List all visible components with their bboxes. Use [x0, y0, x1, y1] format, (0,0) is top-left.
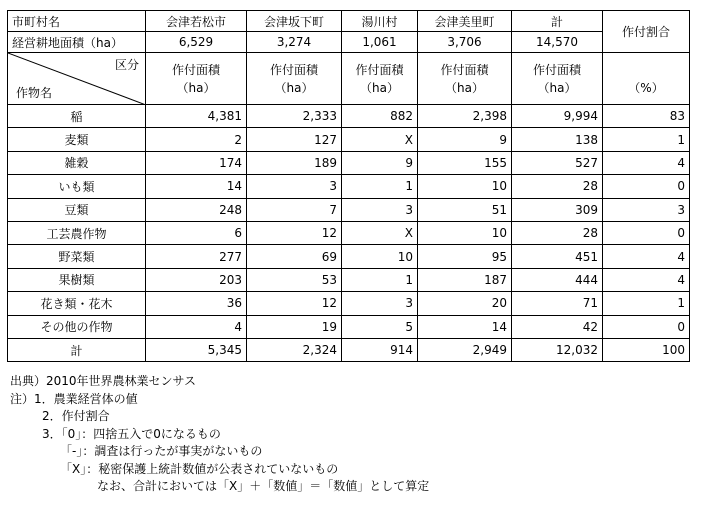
area-value-cell: 3: [247, 175, 342, 198]
crop-name-cell: いも類: [8, 175, 146, 198]
table-row: [8, 292, 690, 315]
crop-area-table: [7, 10, 690, 362]
area-value-cell: 51: [418, 198, 512, 221]
municipality-header: 会津坂下町: [247, 11, 342, 32]
share-value-cell: 4: [603, 268, 690, 291]
area-value-cell: 9: [342, 151, 418, 174]
municipality-header: 会津若松市: [146, 11, 247, 32]
area-value-cell: 2,324: [247, 338, 342, 361]
crop-name-cell: その他の作物: [8, 315, 146, 338]
planted-area-header: 作付面積 （ha）: [146, 53, 247, 105]
planted-area-header: 作付面積 （ha）: [418, 53, 512, 105]
area-value-cell: 53: [247, 268, 342, 291]
farmland-area-value: 6,529: [146, 32, 247, 53]
farmland-area-value: 3,274: [247, 32, 342, 53]
area-value-cell: 28: [512, 221, 603, 244]
kubun-label: 区分: [114, 58, 139, 72]
area-value-cell: 20: [418, 292, 512, 315]
area-value-cell: 3: [342, 292, 418, 315]
area-value-cell: 95: [418, 245, 512, 268]
table-body: [8, 105, 690, 362]
crop-name-cell: 野菜類: [8, 245, 146, 268]
area-value-cell: 69: [247, 245, 342, 268]
area-value-cell: 28: [512, 175, 603, 198]
area-value-cell: 174: [146, 151, 247, 174]
table-row: [8, 151, 690, 174]
area-value-cell: 4,381: [146, 105, 247, 128]
area-value-cell: X: [342, 128, 418, 151]
area-value-cell: 9: [418, 128, 512, 151]
area-value-cell: 1: [342, 175, 418, 198]
header-row-units: [8, 53, 690, 105]
area-value-cell: 127: [247, 128, 342, 151]
share-value-cell: 1: [603, 292, 690, 315]
share-value-cell: 3: [603, 198, 690, 221]
area-value-cell: 277: [146, 245, 247, 268]
area-value-cell: 444: [512, 268, 603, 291]
area-value-cell: 914: [342, 338, 418, 361]
farmland-area-label: 経営耕地面積（ha）: [8, 32, 146, 53]
area-value-cell: 155: [418, 151, 512, 174]
farmland-area-value: 14,570: [512, 32, 603, 53]
share-value-cell: 4: [603, 245, 690, 268]
share-value-cell: 0: [603, 315, 690, 338]
share-value-cell: 1: [603, 128, 690, 151]
share-header: 作付割合: [603, 11, 690, 53]
farmland-area-value: 3,706: [418, 32, 512, 53]
area-value-cell: 309: [512, 198, 603, 221]
area-value-cell: 3: [342, 198, 418, 221]
area-value-cell: 42: [512, 315, 603, 338]
share-value-cell: 83: [603, 105, 690, 128]
header-row-farmland: [8, 32, 690, 53]
area-value-cell: 5,345: [146, 338, 247, 361]
municipality-header: 湯川村: [342, 11, 418, 32]
area-value-cell: 10: [418, 175, 512, 198]
table-row: [8, 221, 690, 244]
area-value-cell: 451: [512, 245, 603, 268]
diagonal-header-cell: [8, 53, 146, 105]
area-value-cell: X: [342, 221, 418, 244]
crop-name-cell: 計: [8, 338, 146, 361]
crop-name-cell: 麦類: [8, 128, 146, 151]
table-row: [8, 175, 690, 198]
area-value-cell: 527: [512, 151, 603, 174]
area-value-cell: 12,032: [512, 338, 603, 361]
municipality-header: 計: [512, 11, 603, 32]
crop-name-cell: 花き類・花木: [8, 292, 146, 315]
table-row: [8, 198, 690, 221]
area-value-cell: 12: [247, 221, 342, 244]
table-row: [8, 245, 690, 268]
crop-name-cell: 果樹類: [8, 268, 146, 291]
planted-area-header: 作付面積 （ha）: [247, 53, 342, 105]
municipality-header: 会津美里町: [418, 11, 512, 32]
area-value-cell: 10: [418, 221, 512, 244]
area-value-cell: 203: [146, 268, 247, 291]
share-value-cell: 100: [603, 338, 690, 361]
area-value-cell: 2: [146, 128, 247, 151]
share-value-cell: 4: [603, 151, 690, 174]
area-value-cell: 36: [146, 292, 247, 315]
share-value-cell: 0: [603, 221, 690, 244]
note-1: 注）1．農業経営体の値: [10, 391, 138, 406]
area-value-cell: 189: [247, 151, 342, 174]
area-value-cell: 71: [512, 292, 603, 315]
planted-area-header: 作付面積 （ha）: [342, 53, 418, 105]
area-value-cell: 2,333: [247, 105, 342, 128]
crop-name-cell: 工芸農作物: [8, 221, 146, 244]
crop-name-cell: 雑穀: [8, 151, 146, 174]
table-row: [8, 105, 690, 128]
area-value-cell: 12: [247, 292, 342, 315]
area-value-cell: 19: [247, 315, 342, 338]
header-row-municipalities: [8, 11, 690, 32]
area-value-cell: 14: [418, 315, 512, 338]
area-value-cell: 2,949: [418, 338, 512, 361]
planted-area-header: 作付面積 （ha）: [512, 53, 603, 105]
note-3-dash: 「-」：調査は行ったが事実がないもの: [60, 444, 263, 458]
crop-name-label: 作物名: [16, 86, 53, 100]
note-3-x: 「X」：秘密保護上統計数値が公表されていないもの: [60, 461, 339, 476]
area-value-cell: 6: [146, 221, 247, 244]
note-3: 3．「0」：四捨五入で0になるもの: [42, 426, 221, 441]
crop-name-cell: 豆類: [8, 198, 146, 221]
footnotes: [10, 373, 429, 496]
crop-name-cell: 稲: [8, 105, 146, 128]
area-value-cell: 882: [342, 105, 418, 128]
share-value-cell: 0: [603, 175, 690, 198]
area-value-cell: 4: [146, 315, 247, 338]
corner-label: 市町村名: [8, 11, 146, 32]
area-value-cell: 187: [418, 268, 512, 291]
area-value-cell: 9,994: [512, 105, 603, 128]
note-3-sum: なお、合計においては「X」＋「数値」＝「数値」として算定: [97, 479, 430, 493]
area-value-cell: 7: [247, 198, 342, 221]
area-value-cell: 248: [146, 198, 247, 221]
area-value-cell: 2,398: [418, 105, 512, 128]
farmland-area-value: 1,061: [342, 32, 418, 53]
table-row: [8, 128, 690, 151]
area-value-cell: 10: [342, 245, 418, 268]
area-value-cell: 138: [512, 128, 603, 151]
area-value-cell: 1: [342, 268, 418, 291]
note-2: 2．作付割合: [42, 409, 110, 423]
table-row: [8, 338, 690, 361]
source-note: 出典）2010年世界農林業センサス: [10, 374, 197, 388]
share-unit-header: （%）: [603, 53, 690, 105]
area-value-cell: 5: [342, 315, 418, 338]
table-row: [8, 315, 690, 338]
table-row: [8, 268, 690, 291]
area-value-cell: 14: [146, 175, 247, 198]
